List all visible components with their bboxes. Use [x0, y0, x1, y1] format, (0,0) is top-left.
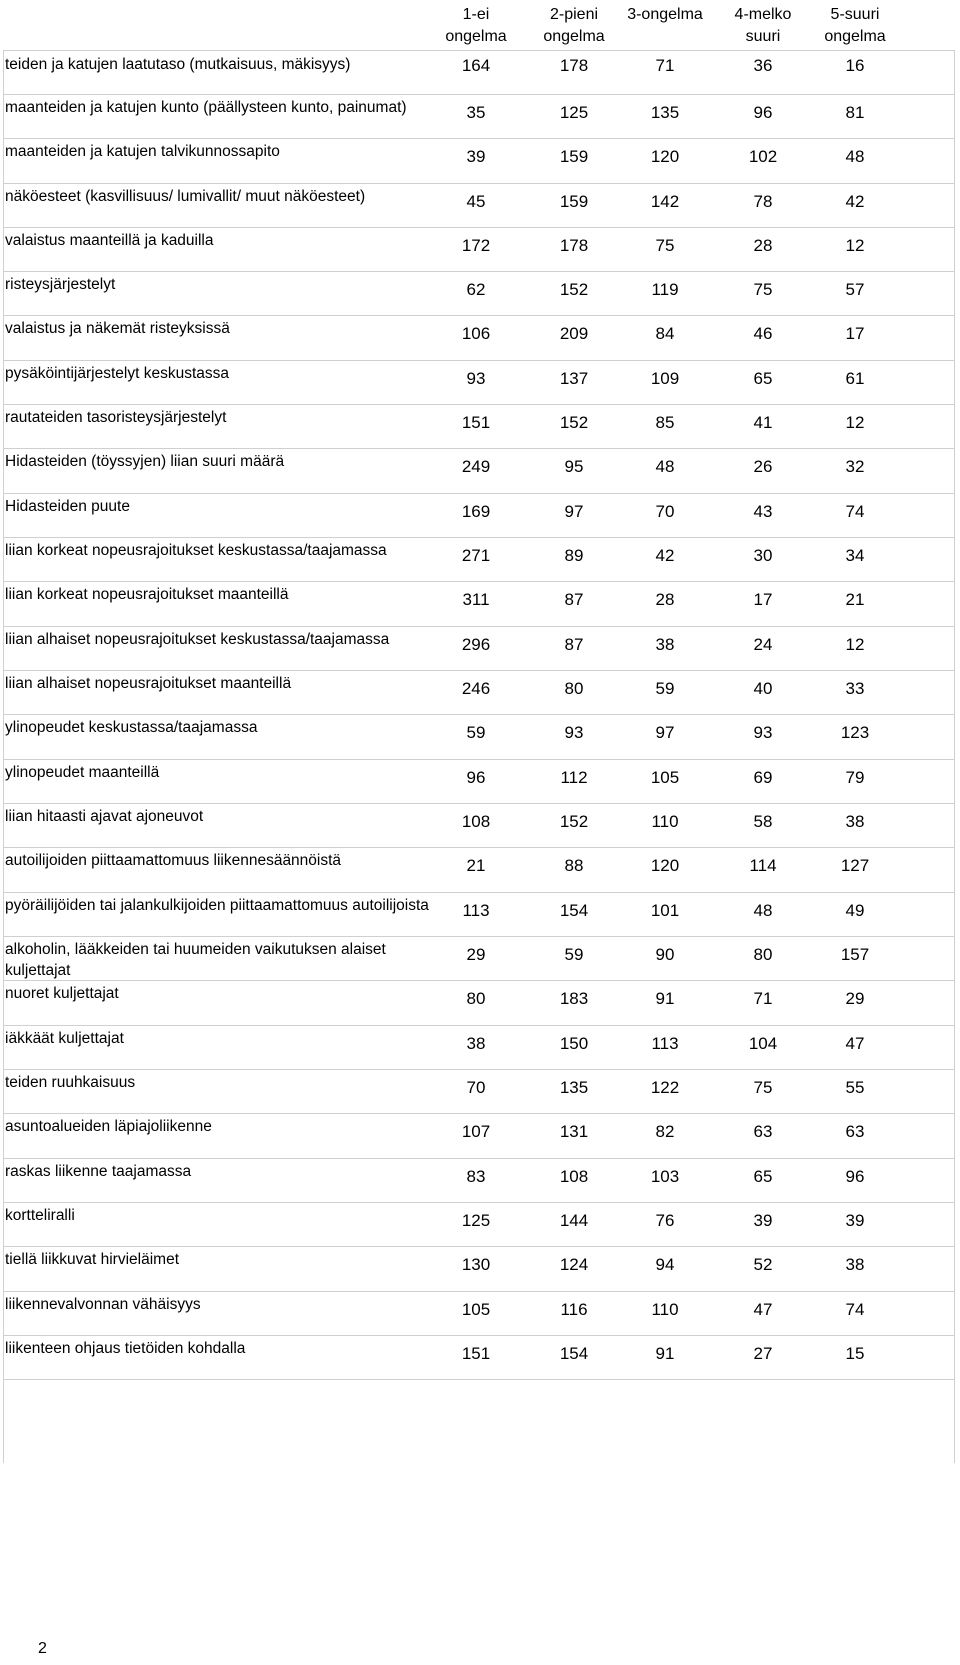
- column-header-line2: suuri: [745, 28, 781, 45]
- row-value-col4: 28: [753, 236, 773, 255]
- row-value-col5: 21: [845, 590, 865, 609]
- column-header-4: [715, 4, 811, 48]
- row-value-col2: 135: [559, 1078, 589, 1097]
- row-value-col3: 120: [650, 856, 680, 875]
- table-row: [3, 95, 955, 139]
- row-label: alkoholin, lääkkeiden tai huumeiden vaikutuksen alaiset kuljettajat: [5, 941, 386, 979]
- column-header-line1: 1-ei: [462, 6, 490, 23]
- row-value-col5: 29: [845, 989, 865, 1008]
- row-value-col4: 80: [753, 945, 773, 964]
- row-label: asuntoalueiden läpiajoliikenne: [5, 1118, 212, 1135]
- column-header-line2: ongelma: [445, 28, 507, 45]
- table-row: [3, 494, 955, 538]
- column-header-line2: ongelma: [543, 28, 605, 45]
- row-value-col5: 57: [845, 280, 865, 299]
- row-value-col2: 159: [559, 192, 589, 211]
- row-value-col3: 142: [650, 192, 680, 211]
- row-label: iäkkäät kuljettajat: [5, 1030, 124, 1047]
- table-row: [3, 1159, 955, 1203]
- row-value-col2: 183: [559, 989, 589, 1008]
- row-label: risteysjärjestelyt: [5, 276, 116, 293]
- column-header-line1: 3-ongelma: [627, 6, 703, 23]
- row-label: maanteiden ja katujen talvikunnossapito: [5, 143, 280, 160]
- row-label: teiden ruuhkaisuus: [5, 1074, 136, 1091]
- row-value-col4: 52: [753, 1255, 773, 1274]
- row-value-col2: 97: [564, 502, 584, 521]
- row-value-col1: 164: [461, 56, 491, 75]
- table-header: [3, 0, 955, 50]
- row-value-col5: 47: [845, 1034, 865, 1053]
- row-value-col4: 30: [753, 546, 773, 565]
- row-value-col4: 24: [753, 635, 773, 654]
- row-value-col5: 127: [840, 856, 870, 875]
- row-label: liian korkeat nopeusrajoitukset keskustassa/taajamassa: [5, 542, 387, 559]
- row-value-col4: 104: [748, 1034, 778, 1053]
- row-value-col2: 87: [564, 635, 584, 654]
- table-row: [3, 50, 955, 95]
- row-value-col4: 65: [753, 1167, 773, 1186]
- row-value-col4: 96: [753, 103, 773, 122]
- column-header-line1: 2-pieni: [549, 6, 599, 23]
- table-row: [3, 715, 955, 760]
- row-value-col3: 97: [655, 723, 675, 742]
- row-value-col2: 112: [560, 768, 588, 787]
- table-body: [3, 50, 955, 1380]
- row-value-col5: 42: [845, 192, 865, 211]
- table-left-border: [3, 51, 4, 1463]
- row-value-col2: 80: [564, 679, 584, 698]
- row-value-col3: 28: [655, 590, 675, 609]
- column-header-line1: 4-melko: [734, 6, 792, 23]
- row-value-col4: 48: [753, 901, 773, 920]
- table-row: [3, 184, 955, 228]
- row-value-col3: 84: [655, 324, 675, 343]
- row-label: näköesteet (kasvillisuus/ lumivallit/ muut näköesteet): [5, 188, 366, 205]
- table-row: [3, 228, 955, 272]
- row-value-col2: 144: [559, 1211, 589, 1230]
- row-value-col3: 122: [650, 1078, 680, 1097]
- row-value-col2: 152: [559, 413, 589, 432]
- row-value-col4: 71: [753, 989, 773, 1008]
- row-value-col5: 38: [845, 812, 865, 831]
- row-value-col1: 113: [462, 901, 490, 920]
- row-value-col5: 123: [840, 723, 870, 742]
- row-label: liian hitaasti ajavat ajoneuvot: [5, 808, 204, 825]
- row-value-col1: 39: [466, 147, 486, 166]
- table-row: [3, 538, 955, 582]
- row-value-col1: 21: [466, 856, 486, 875]
- table-row: [3, 139, 955, 184]
- table-row: [3, 760, 955, 804]
- row-value-col3: 119: [651, 280, 679, 299]
- row-value-col3: 109: [650, 369, 680, 388]
- row-label: Hidasteiden puute: [5, 498, 130, 515]
- row-value-col1: 106: [461, 324, 491, 343]
- row-value-col2: 209: [559, 324, 589, 343]
- row-value-col3: 85: [655, 413, 675, 432]
- row-label: maanteiden ja katujen kunto (päällysteen kunto, painumat): [5, 99, 407, 116]
- table-row: [3, 449, 955, 494]
- row-value-col3: 94: [655, 1255, 675, 1274]
- row-value-col5: 15: [845, 1344, 865, 1363]
- row-value-col5: 38: [845, 1255, 865, 1274]
- row-value-col2: 108: [559, 1167, 589, 1186]
- row-value-col3: 101: [650, 901, 680, 920]
- row-label: autoilijoiden piittaamattomuus liikennesäännöistä: [5, 852, 342, 869]
- row-value-col1: 96: [466, 768, 486, 787]
- row-value-col3: 91: [655, 989, 675, 1008]
- row-value-col1: 70: [466, 1078, 486, 1097]
- row-value-col5: 16: [845, 56, 865, 75]
- row-value-col4: 75: [753, 1078, 773, 1097]
- row-value-col2: 93: [564, 723, 584, 742]
- table-row: [3, 627, 955, 671]
- table-row: [3, 1026, 955, 1070]
- row-value-col4: 17: [753, 590, 773, 609]
- row-value-col1: 108: [461, 812, 491, 831]
- row-value-col2: 178: [559, 236, 589, 255]
- row-value-col2: 154: [559, 901, 589, 920]
- row-value-col2: 87: [564, 590, 584, 609]
- row-value-col5: 79: [845, 768, 865, 787]
- row-value-col4: 26: [753, 457, 773, 476]
- row-label: liikennevalvonnan vähäisyys: [5, 1296, 201, 1313]
- row-value-col2: 131: [559, 1122, 589, 1141]
- row-value-col1: 296: [461, 635, 491, 654]
- table-row: [3, 804, 955, 848]
- row-value-col1: 311: [462, 590, 490, 609]
- row-value-col4: 39: [753, 1211, 773, 1230]
- row-label: pysäköintijärjestelyt keskustassa: [5, 365, 229, 382]
- row-value-col3: 110: [651, 812, 679, 831]
- row-value-col1: 107: [461, 1122, 491, 1141]
- row-value-col4: 36: [753, 56, 773, 75]
- column-header-line2: ongelma: [824, 28, 886, 45]
- row-value-col3: 75: [655, 236, 675, 255]
- row-value-col1: 249: [461, 457, 491, 476]
- row-value-col4: 40: [753, 679, 773, 698]
- row-value-col1: 105: [461, 1300, 491, 1319]
- row-value-col3: 59: [655, 679, 675, 698]
- row-value-col4: 63: [753, 1122, 773, 1141]
- row-label: liikenteen ohjaus tietöiden kohdalla: [5, 1340, 246, 1357]
- column-header-5: [807, 4, 903, 48]
- row-label: rautateiden tasoristeysjärjestelyt: [5, 409, 227, 426]
- row-value-col1: 35: [466, 103, 486, 122]
- row-value-col5: 33: [845, 679, 865, 698]
- row-value-col3: 110: [651, 1300, 679, 1319]
- table-row: [3, 937, 955, 981]
- row-value-col5: 63: [845, 1122, 865, 1141]
- column-header-1: [428, 4, 524, 48]
- row-label: Hidasteiden (töyssyjen) liian suuri määrä: [5, 453, 285, 470]
- row-value-col4: 47: [753, 1300, 773, 1319]
- row-value-col5: 48: [845, 147, 865, 166]
- row-label: ylinopeudet keskustassa/taajamassa: [5, 719, 258, 736]
- row-value-col1: 151: [461, 1344, 491, 1363]
- row-value-col3: 70: [655, 502, 675, 521]
- row-value-col2: 116: [560, 1300, 588, 1319]
- row-value-col5: 74: [845, 1300, 865, 1319]
- row-label: kortteliralli: [5, 1207, 75, 1224]
- table-row: [3, 361, 955, 405]
- row-value-col3: 103: [650, 1167, 680, 1186]
- row-value-col3: 42: [655, 546, 675, 565]
- column-header-line1: 5-suuri: [830, 6, 880, 23]
- table-row: [3, 981, 955, 1026]
- row-value-col2: 159: [559, 147, 589, 166]
- row-value-col1: 59: [466, 723, 486, 742]
- row-value-col5: 17: [845, 324, 865, 343]
- table-row: [3, 848, 955, 893]
- row-value-col2: 59: [564, 945, 584, 964]
- row-value-col2: 152: [559, 280, 589, 299]
- row-value-col1: 38: [466, 1034, 486, 1053]
- row-value-col2: 152: [559, 812, 589, 831]
- row-value-col2: 88: [564, 856, 584, 875]
- row-value-col5: 34: [845, 546, 865, 565]
- row-label: nuoret kuljettajat: [5, 985, 119, 1002]
- row-value-col1: 125: [461, 1211, 491, 1230]
- row-value-col3: 82: [655, 1122, 675, 1141]
- row-value-col5: 12: [845, 635, 865, 654]
- row-value-col1: 130: [461, 1255, 491, 1274]
- row-value-col1: 246: [461, 679, 491, 698]
- row-value-col1: 80: [466, 989, 486, 1008]
- row-value-col2: 154: [559, 1344, 589, 1363]
- row-label: valaistus ja näkemät risteyksissä: [5, 320, 230, 337]
- row-value-col4: 27: [753, 1344, 773, 1363]
- row-value-col2: 95: [564, 457, 584, 476]
- row-value-col3: 48: [655, 457, 675, 476]
- table-row: [3, 671, 955, 715]
- row-label: pyöräilijöiden tai jalankulkijoiden piittaamattomuus autoilijoista: [5, 897, 429, 914]
- row-value-col5: 74: [845, 502, 865, 521]
- table-row: [3, 405, 955, 449]
- row-value-col1: 29: [466, 945, 486, 964]
- table-row: [3, 1203, 955, 1247]
- row-value-col4: 69: [753, 768, 773, 787]
- row-label: liian alhaiset nopeusrajoitukset keskustassa/taajamassa: [5, 631, 390, 648]
- row-value-col1: 172: [461, 236, 491, 255]
- row-value-col2: 125: [559, 103, 589, 122]
- row-value-col1: 83: [466, 1167, 486, 1186]
- row-value-col2: 137: [559, 369, 589, 388]
- row-value-col2: 89: [564, 546, 584, 565]
- row-value-col5: 39: [845, 1211, 865, 1230]
- row-value-col3: 113: [651, 1034, 679, 1053]
- row-value-col3: 120: [650, 147, 680, 166]
- table-row: [3, 582, 955, 627]
- row-value-col4: 93: [753, 723, 773, 742]
- table-right-border: [954, 51, 955, 1463]
- row-value-col4: 41: [753, 413, 773, 432]
- table-row: [3, 316, 955, 361]
- row-value-col4: 114: [749, 856, 777, 875]
- table-row: [3, 893, 955, 937]
- row-label: liian korkeat nopeusrajoitukset maanteillä: [5, 586, 289, 603]
- page-number: 2: [38, 1640, 47, 1657]
- row-value-col3: 71: [655, 56, 675, 75]
- row-value-col5: 32: [845, 457, 865, 476]
- survey-table: [3, 0, 955, 1380]
- row-value-col3: 105: [650, 768, 680, 787]
- row-value-col2: 178: [559, 56, 589, 75]
- row-value-col5: 12: [845, 236, 865, 255]
- row-value-col1: 62: [466, 280, 486, 299]
- row-value-col4: 102: [748, 147, 778, 166]
- row-value-col4: 46: [753, 324, 773, 343]
- row-value-col3: 90: [655, 945, 675, 964]
- row-value-col1: 93: [466, 369, 486, 388]
- row-value-col2: 124: [559, 1255, 589, 1274]
- table-row: [3, 1336, 955, 1380]
- table-row: [3, 1292, 955, 1336]
- row-value-col4: 75: [753, 280, 773, 299]
- table-row: [3, 1070, 955, 1114]
- table-row: [3, 272, 955, 316]
- row-value-col5: 12: [845, 413, 865, 432]
- row-label: valaistus maanteillä ja kaduilla: [5, 232, 214, 249]
- row-value-col4: 78: [753, 192, 773, 211]
- row-value-col5: 96: [845, 1167, 865, 1186]
- row-value-col2: 150: [559, 1034, 589, 1053]
- row-value-col5: 81: [845, 103, 865, 122]
- row-value-col1: 151: [461, 413, 491, 432]
- row-value-col1: 45: [466, 192, 486, 211]
- row-label: tiellä liikkuvat hirvieläimet: [5, 1251, 180, 1268]
- row-value-col3: 91: [655, 1344, 675, 1363]
- table-row: [3, 1247, 955, 1292]
- row-value-col5: 157: [840, 945, 870, 964]
- row-label: liian alhaiset nopeusrajoitukset maanteillä: [5, 675, 292, 692]
- row-value-col4: 58: [753, 812, 773, 831]
- row-value-col4: 65: [753, 369, 773, 388]
- column-header-3: [617, 4, 713, 26]
- row-value-col1: 271: [461, 546, 491, 565]
- row-value-col3: 135: [650, 103, 680, 122]
- row-value-col4: 43: [753, 502, 773, 521]
- row-value-col5: 49: [845, 901, 865, 920]
- row-value-col3: 38: [655, 635, 675, 654]
- row-value-col3: 76: [655, 1211, 675, 1230]
- row-value-col5: 55: [845, 1078, 865, 1097]
- row-label: teiden ja katujen laatutaso (mutkaisuus, mäkisyys): [5, 56, 351, 73]
- row-label: ylinopeudet maanteillä: [5, 764, 160, 781]
- table-row: [3, 1114, 955, 1159]
- row-value-col1: 169: [461, 502, 491, 521]
- row-value-col5: 61: [845, 369, 865, 388]
- row-label: raskas liikenne taajamassa: [5, 1163, 192, 1180]
- column-header-2: [526, 4, 622, 48]
